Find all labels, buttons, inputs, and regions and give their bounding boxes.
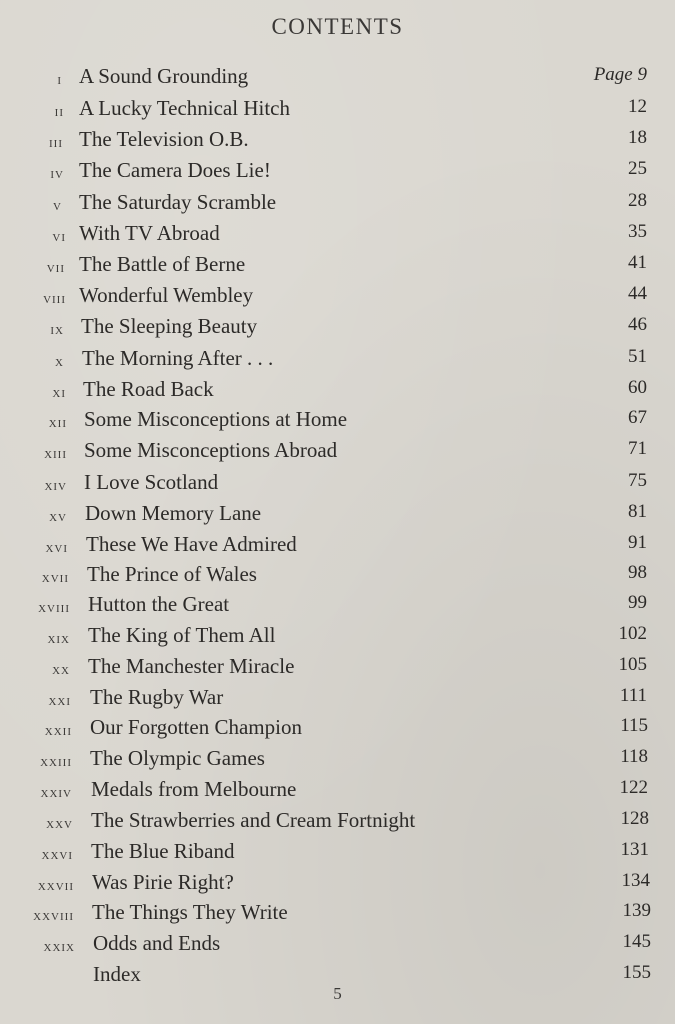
page-reference: 25 [628, 158, 647, 179]
chapter-title: Some Misconceptions Abroad [84, 438, 338, 462]
page-reference: 111 [619, 685, 647, 706]
chapter-title: The Prince of Wales [87, 562, 257, 586]
chapter-number: iii [49, 135, 63, 151]
chapter-title: The King of Them All [88, 623, 276, 647]
toc-entry [0, 501, 675, 532]
page-reference: 155 [622, 962, 651, 983]
page-reference: 75 [628, 470, 647, 491]
chapter-number: xxiv [40, 785, 72, 801]
chapter-number: iv [50, 166, 64, 182]
chapter-number: xv [49, 509, 67, 525]
page-reference: 91 [628, 532, 647, 553]
chapter-title: Odds and Ends [93, 931, 221, 955]
toc-entry [0, 777, 675, 808]
chapter-title: The Olympic Games [90, 746, 265, 770]
page-reference: 131 [620, 839, 649, 860]
toc-entry [0, 654, 675, 685]
page-reference: 122 [619, 777, 648, 798]
chapter-title: The Camera Does Lie! [79, 158, 271, 182]
page-reference: 115 [620, 715, 648, 736]
chapter-title: The Rugby War [90, 685, 224, 709]
toc-entry [0, 64, 675, 95]
chapter-title: The Saturday Scramble [79, 190, 277, 214]
chapter-title: The Manchester Miracle [88, 654, 295, 678]
page-reference: 12 [628, 96, 647, 117]
chapter-number: xxv [46, 816, 73, 832]
chapter-title: Was Pirie Right? [92, 870, 234, 894]
chapter-title: Hutton the Great [88, 592, 230, 616]
chapter-title: The Sleeping Beauty [81, 314, 258, 338]
chapter-title: The Strawberries and Cream Fortnight [91, 808, 416, 832]
chapter-title: Wonderful Wembley [79, 283, 254, 307]
toc-entry [0, 746, 675, 777]
chapter-number: xvi [45, 540, 68, 556]
chapter-title: The Things They Write [92, 900, 288, 924]
page-reference: 105 [618, 654, 647, 675]
toc-entry [0, 438, 675, 469]
chapter-number: viii [43, 291, 66, 307]
page-reference: 51 [628, 346, 647, 367]
toc-entry [0, 592, 675, 623]
chapter-number: xix [47, 631, 70, 647]
chapter-number: xiv [44, 478, 67, 494]
toc-entry [0, 562, 675, 593]
page-reference: 28 [628, 190, 647, 211]
chapter-title: A Sound Grounding [79, 64, 249, 88]
page-reference: 81 [628, 501, 647, 522]
chapter-number: xiii [44, 446, 67, 462]
toc-entry [0, 715, 675, 746]
toc-entry [0, 377, 675, 408]
toc-entry [0, 870, 675, 901]
chapter-number: xxiii [40, 754, 72, 770]
chapter-number: xxii [44, 723, 72, 739]
page-reference: 18 [628, 127, 647, 148]
chapter-number: ix [50, 322, 64, 338]
chapter-title: Down Memory Lane [85, 501, 262, 525]
toc-entry [0, 931, 675, 962]
page-reference: 102 [618, 623, 647, 644]
page-reference: Page 9 [593, 64, 647, 85]
toc-entry [0, 190, 675, 221]
page-reference: 118 [620, 746, 648, 767]
chapter-number: xi [52, 385, 66, 401]
page-reference: 134 [621, 870, 650, 891]
page-reference: 46 [628, 314, 647, 335]
chapter-title: The Battle of Berne [79, 252, 246, 276]
toc-entry [0, 808, 675, 839]
page-number-footer: 5 [333, 984, 342, 1003]
chapter-title: The Road Back [83, 377, 214, 401]
chapter-title: These We Have Admired [86, 532, 297, 556]
toc-entry [0, 685, 675, 716]
page-reference: 98 [628, 562, 647, 583]
toc-entry [0, 252, 675, 283]
toc-entry [0, 839, 675, 870]
chapter-title: The Morning After . . . [82, 346, 274, 370]
page-reference: 145 [622, 931, 651, 952]
page-reference: 44 [628, 283, 647, 304]
toc-entry [0, 314, 675, 345]
chapter-title: A Lucky Technical Hitch [79, 96, 290, 120]
chapter-number: vi [52, 229, 66, 245]
chapter-title: Medals from Melbourne [91, 777, 297, 801]
toc-entry [0, 623, 675, 654]
page-reference: 41 [628, 252, 647, 273]
chapter-number: vii [46, 260, 65, 276]
toc-entry [0, 407, 675, 438]
chapter-title: I Love Scotland [84, 470, 219, 494]
chapter-title: The Television O.B. [79, 127, 249, 151]
chapter-number: v [53, 198, 62, 214]
chapter-title: With TV Abroad [79, 221, 220, 245]
toc-entry [0, 96, 675, 127]
chapter-number: xviii [38, 600, 70, 616]
chapter-number: i [57, 72, 62, 88]
chapter-title: Index [93, 962, 141, 986]
page-reference: 60 [628, 377, 647, 398]
chapter-title: The Blue Riband [91, 839, 235, 863]
page-reference: 99 [628, 592, 647, 613]
chapter-number: xx [52, 662, 70, 678]
page-title: CONTENTS [271, 14, 404, 39]
toc-entry [0, 221, 675, 252]
chapter-number: xxvi [41, 847, 73, 863]
page-reference: 67 [628, 407, 647, 428]
toc-entry [0, 346, 675, 377]
toc-entry [0, 470, 675, 501]
toc-entry [0, 127, 675, 158]
chapter-number: x [55, 354, 64, 370]
chapter-number: xxvii [37, 878, 74, 894]
page-reference: 71 [628, 438, 647, 459]
toc-entry [0, 900, 675, 931]
chapter-title: Our Forgotten Champion [90, 715, 302, 739]
chapter-number: xxviii [33, 908, 74, 924]
chapter-number: xxix [43, 939, 75, 955]
chapter-number: xxi [48, 693, 71, 709]
toc-entry [0, 158, 675, 189]
page-reference: 128 [620, 808, 649, 829]
chapter-number: xvii [41, 570, 69, 586]
page-reference: 139 [622, 900, 651, 921]
chapter-number: ii [54, 104, 64, 120]
page-reference: 35 [628, 221, 647, 242]
toc-entry [0, 283, 675, 314]
toc-entry [0, 532, 675, 563]
chapter-number: xii [48, 415, 67, 431]
chapter-title: Some Misconceptions at Home [84, 407, 348, 431]
